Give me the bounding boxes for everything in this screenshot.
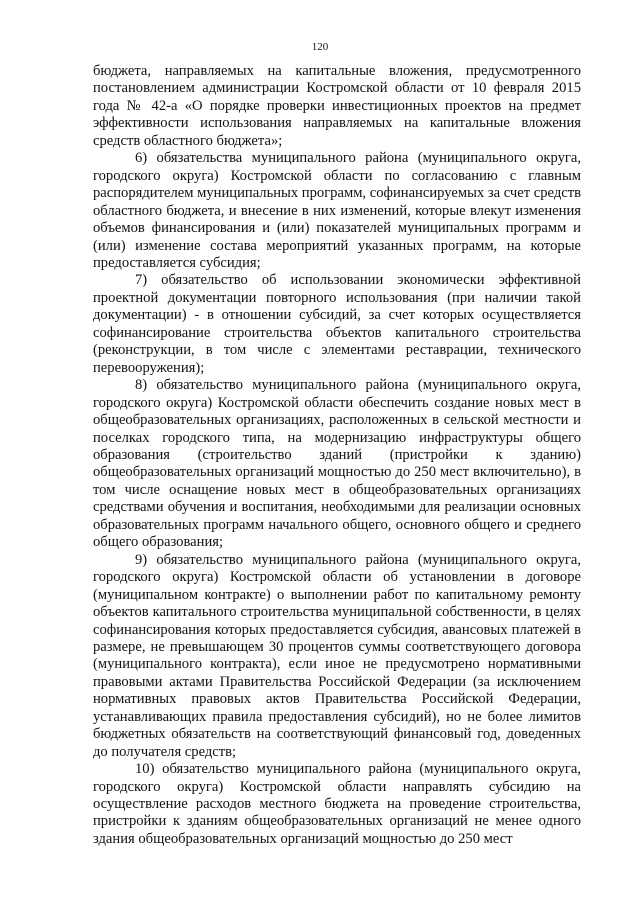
paragraph-item-6: 6) обязательства муниципального района (муниципального округа, городского округа) Костромской области по согласованию с главным распорядителем муниципальных программ, софинансируемых за счет средств областного бюджета, и внесение в них изменений, которые влекут изменения объемов финансирования и (или) показателей муниципальных программ и (или) изменение состава мероприятий указанных программ, на которые предоставляется субсидия; — [93, 150, 581, 271]
paragraph-budget-continuation: бюджета, направляемых на капитальные вложения, предусмотренного постановлением администрации Костромской области от 10 февраля 2015 года № 42-а «О порядке проверки инвестиционных проектов на предмет эффективности использования направляемых на капитальные вложения средств областного бюджета»; — [93, 63, 581, 149]
paragraph-item-10: 10) обязательство муниципального района (муниципального округа, городского округа) Костромской области направлять субсидию на осуществление расходов местного бюджета на проведение строительства, пристройки к зданиям общеобразовательных организаций не менее одного здания общеобразовательных организаций мощностью до 250 мест — [93, 761, 581, 847]
paragraph-item-9: 9) обязательство муниципального района (муниципального округа, городского округа) Костромской области об установлении в договоре (муниципальном контракте) о выполнении работ по капитальному ремонту объектов капитального строительства муниципальной собственности, в целях софинансирования которых предоставляется субсидия, авансовых платежей в размере, не превышающем 30 процентов суммы соответствующего договора (муниципального контракта), если иное не предусмотрено нормативными правовыми актами Правительства Российской Федерации (за исключением нормативных правовых актов Правительства Российской Федерации, устанавливающих правила предоставления субсидий), но не более лимитов бюджетных обязательств на соответствующий финансовый год, доведенных до получателя средств; — [93, 551, 581, 760]
page-number: 120 — [311, 41, 329, 53]
paragraph-item-7: 7) обязательство об использовании экономически эффективной проектной документации повторного использования (при наличии такой документации) - в отношении субсидий, за счет которых осуществляется софинансирование строительства объектов капитального строительства (реконструкции, в том числе с элементами реставрации, технического перевооружения); — [93, 272, 581, 376]
paragraph-item-8: 8) обязательство муниципального района (муниципального округа, городского округа) Костромской области обеспечить создание новых мест в общеобразовательных организациях, расположенных в сельской местности и поселках городского типа, на модернизацию инфраструктуры общего образования (строительство зданий (пристройки к зданию) общеобразовательных организаций мощностью до 250 мест включительно), в том числе оснащение новых мест в общеобразовательных организациях средствами обучения и воспитания, необходимыми для реализации основных образовательных программ начального общего, основного общего и среднего общего образования; — [93, 377, 581, 551]
document-body — [93, 63, 581, 848]
